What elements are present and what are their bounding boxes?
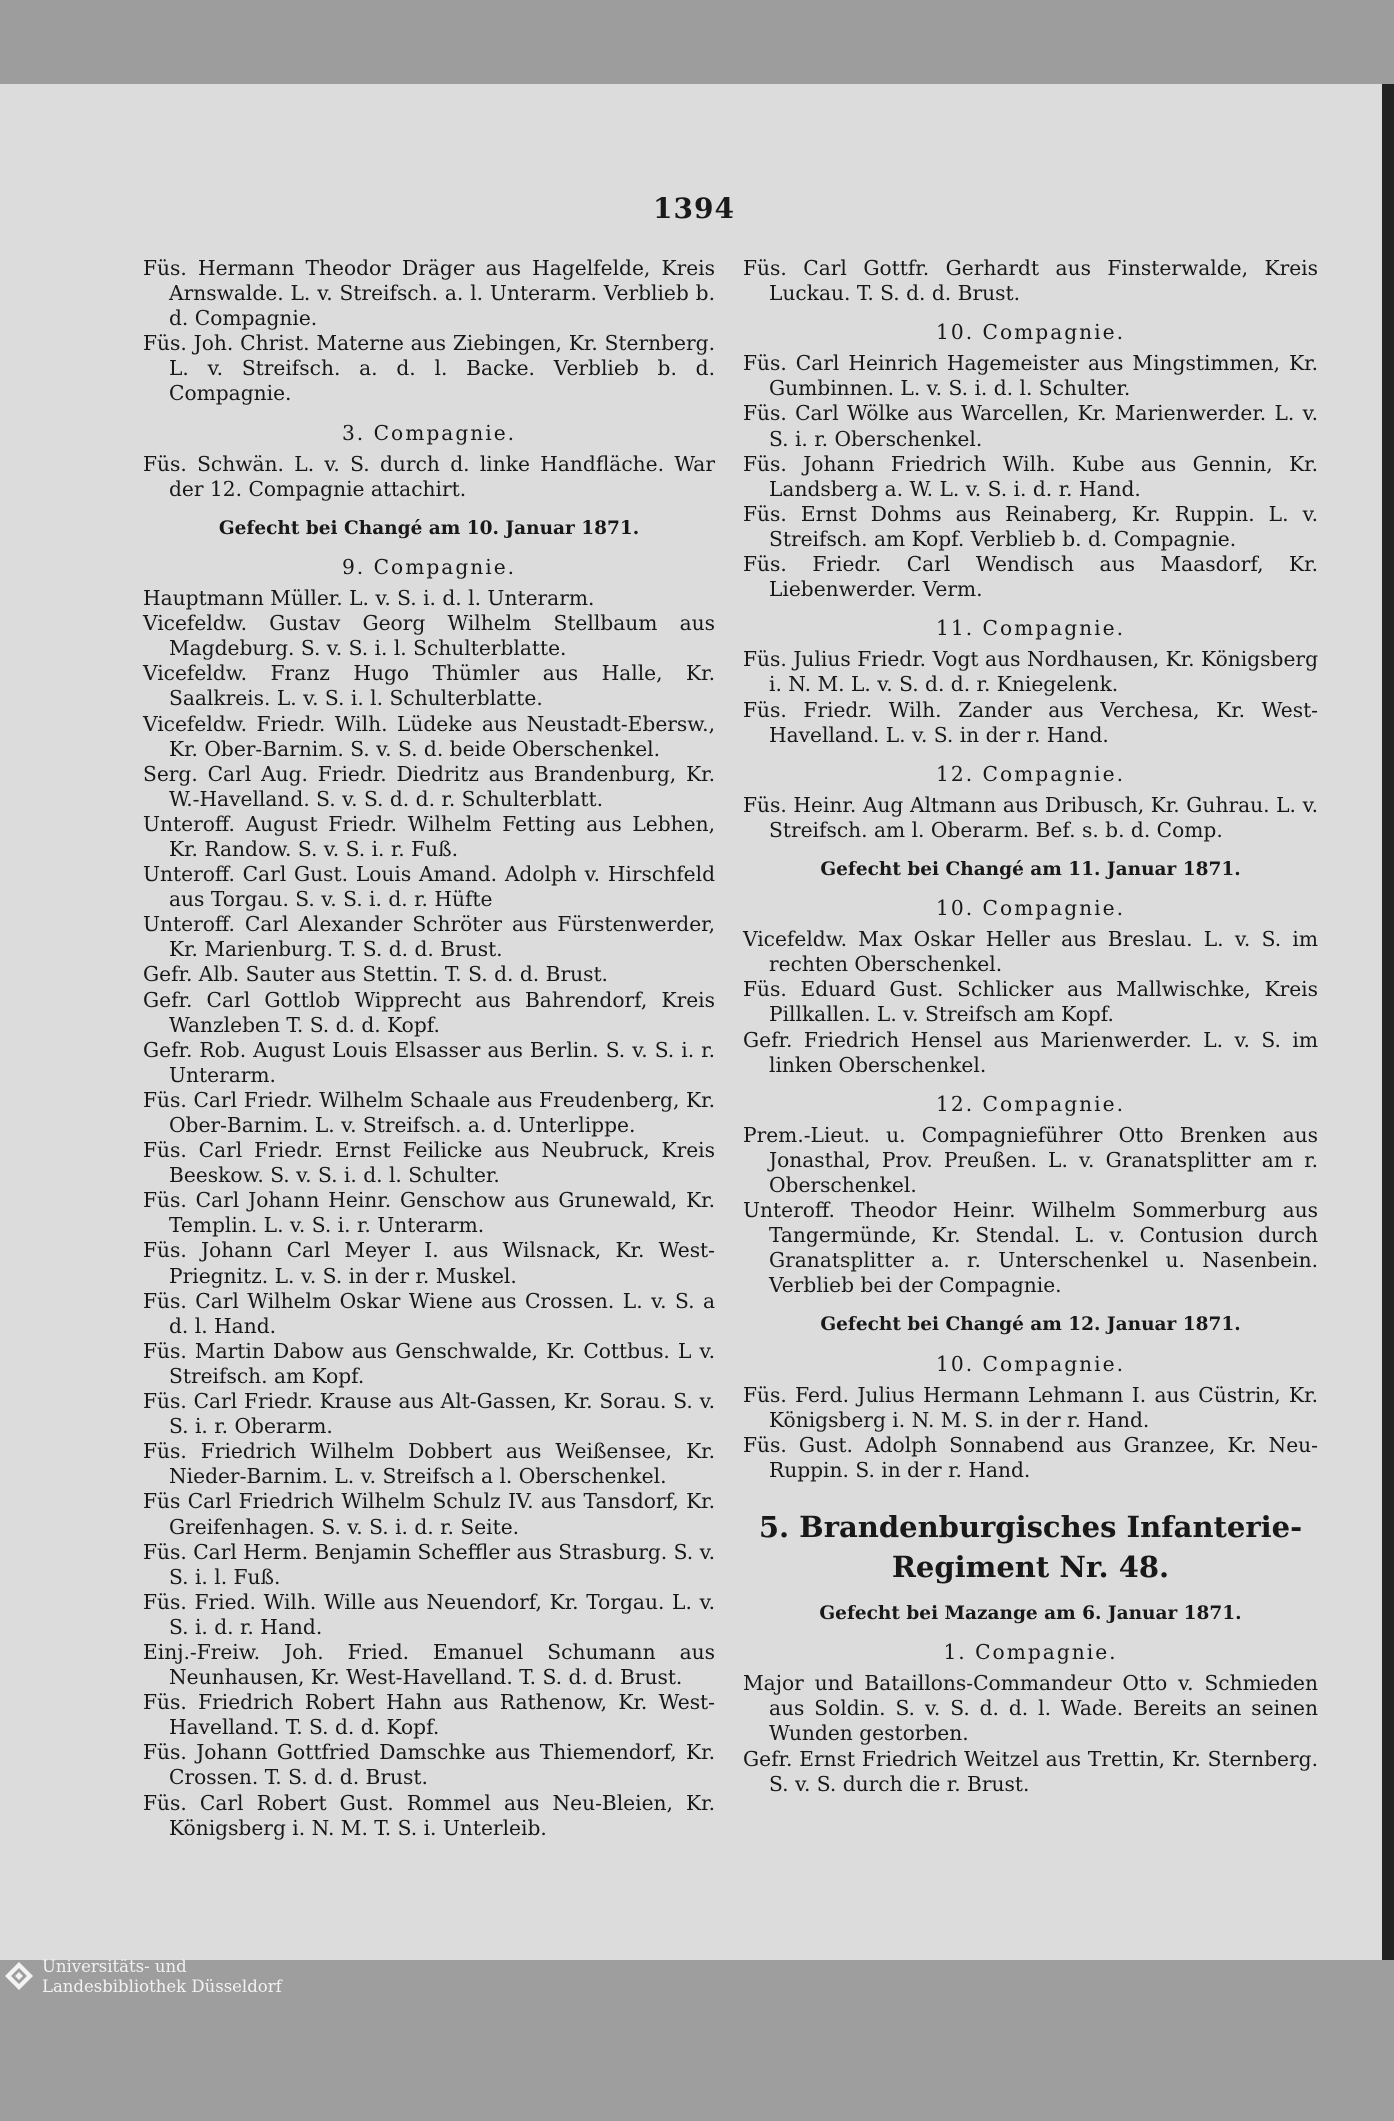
document-page <box>0 84 1388 1960</box>
casualty-entry: Füs. Schwän. L. v. S. durch d. linke Handfläche. War der 12. Compagnie attachirt. <box>143 451 715 501</box>
casualty-entry: Unteroff. Carl Alexander Schröter aus Fürstenwerder, Kr. Marienburg. T. S. d. d. Brust. <box>143 912 715 962</box>
battle-heading: Gefecht bei Changé am 12. Januar 1871. <box>820 1314 1241 1336</box>
scan-border-top <box>0 0 1394 84</box>
casualty-entry: Vicefeldw. Gustav Georg Wilhelm Stellbaum aus Magdeburg. S. v. S. i. l. Schulterblatte. <box>143 611 715 661</box>
casualty-entry: Füs. Carl Herm. Benjamin Scheffler aus Strasburg. S. v. S. i. l. Fuß. <box>143 1539 715 1589</box>
library-name-line2: Landesbibliothek Düsseldorf <box>42 1977 282 1996</box>
casualty-entry: Füs. Carl Robert Gust. Rommel aus Neu-Bleien, Kr. Königsberg i. N. M. T. S. i. Unterleib. <box>143 1790 715 1840</box>
company-heading: 10. Compagnie. <box>936 320 1125 345</box>
casualty-entry: Füs. Martin Dabow aus Genschwalde, Kr. Cottbus. L v. Streifsch. am Kopf. <box>143 1338 715 1388</box>
company-heading: 12. Compagnie. <box>936 761 1125 786</box>
company-heading: 3. Compagnie. <box>341 420 517 445</box>
casualty-entry: Füs. Fried. Wilh. Wille aus Neuendorf, Kr. Torgau. L. v. S. i. d. r. Hand. <box>143 1589 715 1639</box>
casualty-entry: Einj.-Freiw. Joh. Fried. Emanuel Schumann aus Neunhausen, Kr. West-Havelland. T. S. d. d. Brust. <box>143 1639 715 1690</box>
casualty-entry: Gefr. Friedrich Hensel aus Marienwerder. L. v. S. im linken Oberschenkel. <box>743 1027 1318 1077</box>
casualty-entry: Füs. Carl Gottfr. Gerhardt aus Finsterwalde, Kreis Luckau. T. S. d. d. Brust. <box>743 256 1318 306</box>
casualty-entry: Füs. Friedrich Wilhelm Dobbert aus Weißensee, Kr. Nieder-Barnim. L. v. Streifsch a l. Oberschenkel. <box>143 1439 715 1489</box>
casualty-entry: Vicefeldw. Friedr. Wilh. Lüdeke aus Neustadt-Ebersw., Kr. Ober-Barnim. S. v. S. d. beide Oberschenkel. <box>143 711 715 761</box>
casualty-entry: Füs. Ernst Dohms aus Reinaberg, Kr. Ruppin. L. v. Streifsch. am Kopf. Verblieb b. d. Compagnie. <box>743 501 1318 551</box>
casualty-entry: Füs. Friedrich Robert Hahn aus Rathenow, Kr. West-Havelland. T. S. d. d. Kopf. <box>143 1690 715 1740</box>
library-name <box>42 1957 282 1997</box>
casualty-entry: Prem.-Lieut. u. Compagnieführer Otto Brenken aus Jonasthal, Prov. Preußen. L. v. Granatsplitter am r. Oberschenkel. <box>743 1122 1318 1197</box>
regiment-heading: 5. Brandenburgisches Infanterie-Regiment Nr. 48. <box>758 1510 1303 1585</box>
casualty-entry: Unteroff. August Friedr. Wilhelm Fetting aus Lebhen, Kr. Randow. S. v. S. i. r. Fuß. <box>143 811 715 861</box>
casualty-entry: Major und Bataillons-Commandeur Otto v. Schmieden aus Soldin. S. v. S. d. d. l. Wade. Bereits an seinen Wunden gestorben. <box>743 1671 1318 1746</box>
casualty-entry: Füs. Carl Friedr. Ernst Feilicke aus Neubruck, Kreis Beeskow. S. v. S. i. d. l. Schulter. <box>143 1138 715 1188</box>
casualty-entry: Gefr. Rob. August Louis Elsasser aus Berlin. S. v. S. i. r. Unterarm. <box>143 1037 715 1087</box>
casualty-entry: Füs. Friedr. Wilh. Zander aus Verchesa, Kr. West-Havelland. L. v. S. in der r. Hand. <box>743 697 1318 747</box>
casualty-entry: Füs. Julius Friedr. Vogt aus Nordhausen, Kr. Königsberg i. N. M. L. v. S. d. d. r. Kniegelenk. <box>743 647 1318 697</box>
casualty-entry: Füs. Eduard Gust. Schlicker aus Mallwischke, Kreis Pillkallen. L. v. Streifsch am Kopf. <box>743 977 1318 1027</box>
casualty-entry: Füs. Johann Gottfried Damschke aus Thiemendorf, Kr. Crossen. T. S. d. d. Brust. <box>143 1740 715 1790</box>
casualty-entry: Gefr. Ernst Friedrich Weitzel aus Trettin, Kr. Sternberg. S. v. S. durch die r. Brust. <box>743 1746 1318 1796</box>
casualty-entry: Füs. Carl Friedr. Wilhelm Schaale aus Freudenberg, Kr. Ober-Barnim. L. v. Streifsch. a. d. Unterlippe. <box>143 1087 715 1137</box>
battle-heading: Gefecht bei Changé am 10. Januar 1871. <box>218 517 640 539</box>
company-heading: 1. Compagnie. <box>943 1640 1118 1665</box>
casualty-entry: Füs Carl Friedrich Wilhelm Schulz IV. aus Tansdorf, Kr. Greifenhagen. S. v. S. i. d. r. Seite. <box>143 1489 715 1539</box>
casualty-entry: Füs. Carl Wilhelm Oskar Wiene aus Crossen. L. v. S. a d. l. Hand. <box>143 1288 715 1338</box>
casualty-entry: Füs. Hermann Theodor Dräger aus Hagelfelde, Kreis Arnswalde. L. v. Streifsch. a. l. Unterarm. Verblieb b. d. Compagnie. <box>143 256 715 331</box>
casualty-entry: Unteroff. Theodor Heinr. Wilhelm Sommerburg aus Tangermünde, Kr. Stendal. L. v. Contusion durch Granatsplitter a. r. Unterschenkel u. Nasenbein. Verblieb bei der Compagnie. <box>743 1198 1318 1298</box>
casualty-entry: Vicefeldw. Franz Hugo Thümler aus Halle, Kr. Saalkreis. L. v. S. i. l. Schulterblatte. <box>143 661 715 711</box>
page-number: 1394 <box>653 192 735 225</box>
casualty-entry: Hauptmann Müller. L. v. S. i. d. l. Unterarm. <box>143 586 595 611</box>
battle-heading: Gefecht bei Mazange am 6. Januar 1871. <box>819 1603 1242 1625</box>
right-column <box>743 256 1318 1797</box>
library-watermark <box>0 1955 320 2015</box>
company-heading: 12. Compagnie. <box>936 1091 1125 1116</box>
company-heading: 9. Compagnie. <box>341 554 517 579</box>
casualty-entry: Gefr. Alb. Sauter aus Stettin. T. S. d. d. Brust. <box>143 962 608 987</box>
casualty-entry: Füs. Carl Friedr. Krause aus Alt-Gassen, Kr. Sorau. S. v. S. i. r. Oberarm. <box>143 1389 715 1439</box>
left-column <box>143 256 715 1841</box>
company-heading: 10. Compagnie. <box>936 896 1125 921</box>
company-heading: 11. Compagnie. <box>936 616 1125 641</box>
company-heading: 10. Compagnie. <box>936 1351 1125 1376</box>
library-name-line1: Universitäts- und <box>42 1957 187 1976</box>
casualty-entry: Füs. Friedr. Carl Wendisch aus Maasdorf, Kr. Liebenwerder. Verm. <box>743 552 1318 602</box>
casualty-entry: Füs. Johann Carl Meyer I. aus Wilsnack, Kr. West-Priegnitz. L. v. S. in der r. Muskel. <box>143 1238 715 1288</box>
casualty-entry: Unteroff. Carl Gust. Louis Amand. Adolph v. Hirschfeld aus Torgau. S. v. S. i. d. r. Hüfte <box>143 862 715 912</box>
casualty-entry: Vicefeldw. Max Oskar Heller aus Breslau. L. v. S. im rechten Oberschenkel. <box>743 927 1318 977</box>
library-logo-icon <box>4 1961 34 1991</box>
casualty-entry: Serg. Carl Aug. Friedr. Diedritz aus Brandenburg, Kr. W.-Havelland. S. v. S. d. d. r. Schulterblatt. <box>143 761 715 811</box>
casualty-entry: Füs. Carl Wölke aus Warcellen, Kr. Marienwerder. L. v. S. i. r. Oberschenkel. <box>743 401 1318 451</box>
battle-heading: Gefecht bei Changé am 11. Januar 1871. <box>820 858 1241 880</box>
casualty-entry: Füs. Ferd. Julius Hermann Lehmann I. aus Cüstrin, Kr. Königsberg i. N. M. S. in der r. Hand. <box>743 1382 1318 1432</box>
scan-border-right <box>1382 84 1394 1964</box>
casualty-entry: Füs. Carl Johann Heinr. Genschow aus Grunewald, Kr. Templin. L. v. S. i. r. Unterarm. <box>143 1188 715 1238</box>
casualty-entry: Füs. Heinr. Aug Altmann aus Dribusch, Kr. Guhrau. L. v. Streifsch. am l. Oberarm. Bef. s. b. d. Comp. <box>743 792 1318 842</box>
casualty-entry: Füs. Joh. Christ. Materne aus Ziebingen, Kr. Sternberg. L. v. Streifsch. a. d. l. Backe. Verblieb b. d. Compagnie. <box>143 331 715 406</box>
casualty-entry: Füs. Carl Heinrich Hagemeister aus Mingstimmen, Kr. Gumbinnen. L. v. S. i. d. l. Schulter. <box>743 351 1318 401</box>
casualty-entry: Füs. Johann Friedrich Wilh. Kube aus Gennin, Kr. Landsberg a. W. L. v. S. i. d. r. Hand. <box>743 451 1318 501</box>
casualty-entry: Füs. Gust. Adolph Sonnabend aus Granzee, Kr. Neu-Ruppin. S. in der r. Hand. <box>743 1432 1318 1482</box>
casualty-entry: Gefr. Carl Gottlob Wipprecht aus Bahrendorf, Kreis Wanzleben T. S. d. d. Kopf. <box>143 987 715 1037</box>
